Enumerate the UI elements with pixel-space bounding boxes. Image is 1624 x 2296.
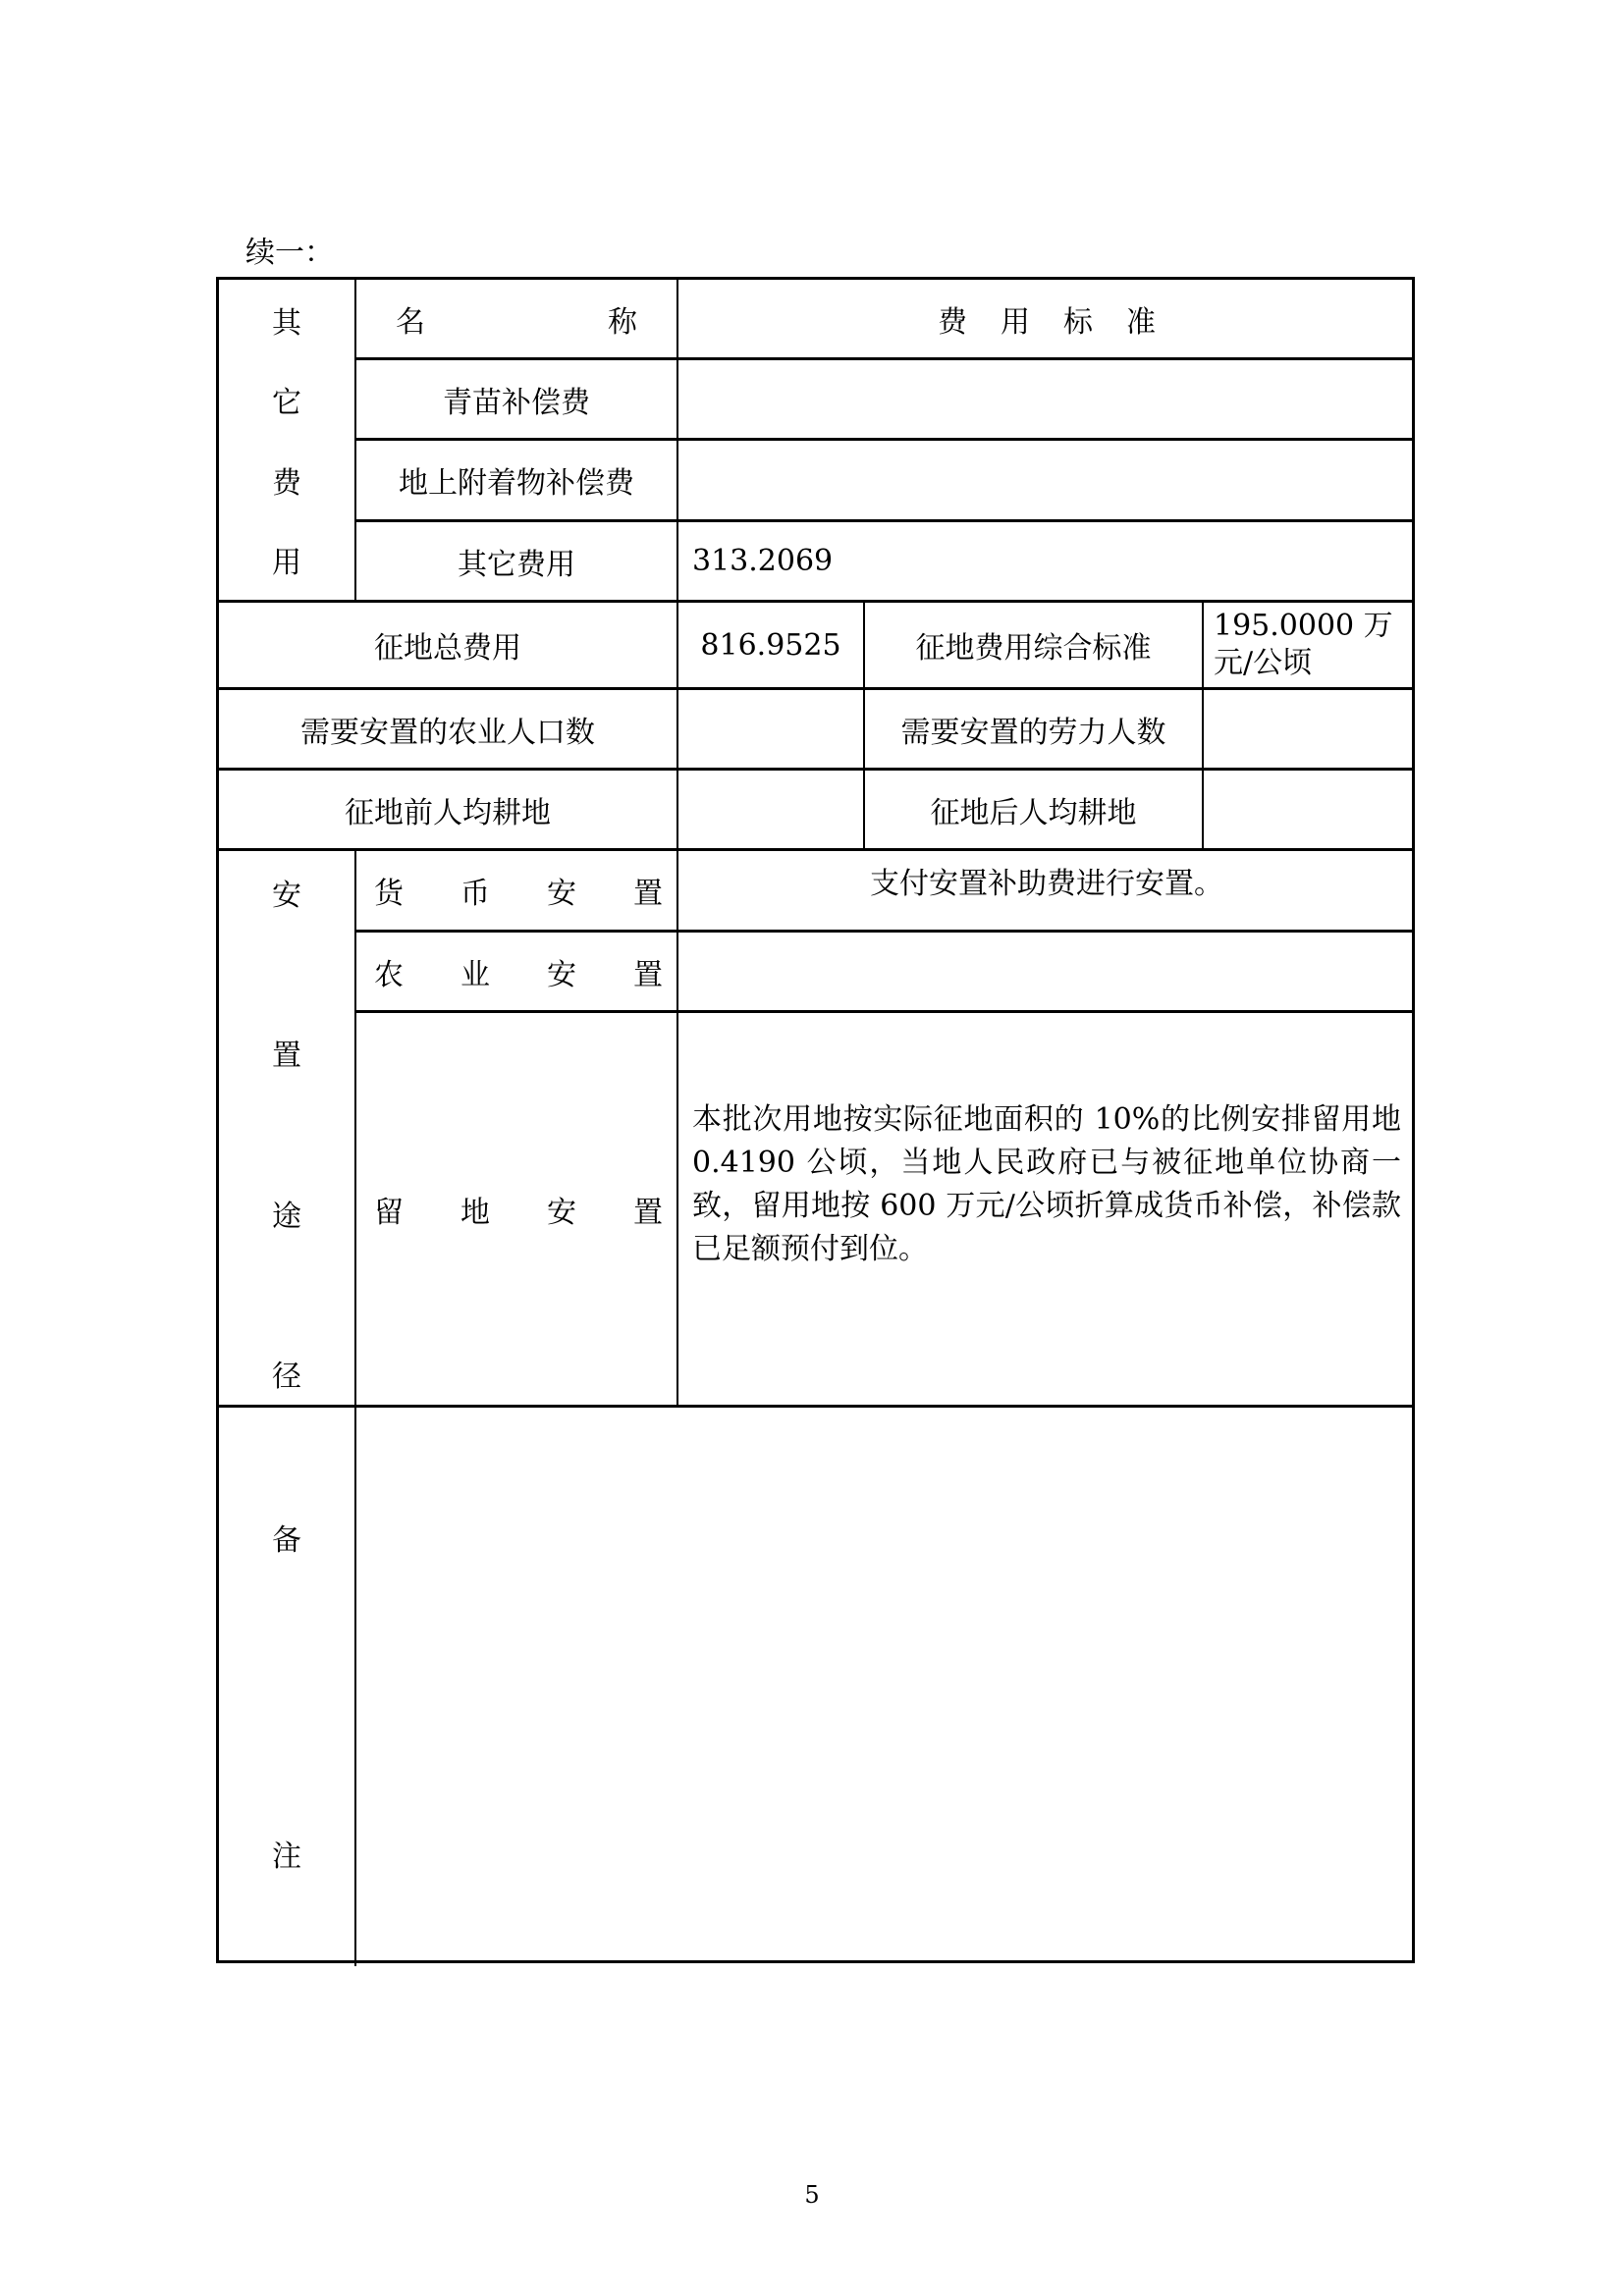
total-cost-value: 816.9525	[700, 627, 841, 663]
land-reservation-value: 本批次用地按实际征地面积的 10%的比例安排留用地 0.4190 公顷，当地人民政府已与被征地单位协商一致，留用地按 600 万元/公顷折算成货币补偿，补偿款已足额预付到位。	[692, 1101, 1401, 1266]
label-char: 安	[547, 957, 576, 992]
group-char: 径	[272, 1359, 301, 1394]
group-char: 它	[272, 386, 301, 421]
monetary-resettlement-label	[356, 851, 677, 930]
header-char: 用	[1001, 304, 1030, 340]
column-header-standard	[678, 280, 1415, 357]
standard-value-line: 195.0000 万	[1214, 609, 1393, 643]
continuation-label: 续一：	[245, 236, 334, 270]
header-char: 标	[1063, 304, 1093, 340]
group-char: 其	[272, 305, 301, 341]
agri-resettlement-label	[356, 933, 677, 1010]
fee-value-attachments	[678, 441, 1415, 519]
standard-value-line: 元/公顷	[1214, 646, 1313, 680]
land-reservation-label	[356, 1013, 677, 1405]
farmland-before-value	[678, 771, 863, 848]
farmland-after-value	[1204, 771, 1415, 848]
label-char: 安	[547, 877, 576, 911]
header-char: 名	[396, 304, 425, 340]
remarks-char: 备	[272, 1523, 301, 1558]
resettlement-group-label	[219, 851, 354, 1405]
header-char: 准	[1126, 304, 1156, 340]
monetary-resettlement-value: 支付安置补助费进行安置。	[870, 867, 1223, 901]
fee-value-other: 313.2069	[692, 544, 834, 578]
group-char: 途	[272, 1199, 301, 1234]
fee-name-other: 其它费用	[458, 547, 575, 582]
group-char: 用	[272, 546, 301, 581]
label-char: 置	[633, 957, 663, 992]
other-fees-group-label	[219, 280, 354, 600]
label-char: 农	[374, 957, 404, 992]
labor-count-value	[1204, 690, 1415, 768]
agri-population-label: 需要安置的农业人口数	[300, 715, 595, 750]
group-char: 费	[272, 465, 301, 501]
column-header-name	[356, 280, 677, 357]
agri-resettlement-value	[678, 933, 1415, 1010]
fee-name-attachments: 地上附着物补偿费	[399, 466, 634, 501]
label-char: 地	[460, 1195, 490, 1230]
fee-value-seedling	[678, 360, 1415, 438]
remarks-label	[219, 1408, 354, 1963]
label-char: 安	[547, 1195, 576, 1230]
remarks-char: 注	[272, 1840, 301, 1874]
header-char: 费	[938, 304, 967, 340]
label-char: 留	[374, 1195, 404, 1230]
label-char: 置	[633, 1195, 663, 1230]
fee-name-seedling: 青苗补偿费	[443, 385, 590, 420]
header-char: 称	[608, 304, 637, 340]
label-char: 币	[460, 877, 490, 911]
cost-standard-label: 征地费用综合标准	[915, 631, 1152, 666]
group-char: 安	[272, 879, 301, 913]
labor-count-label: 需要安置的劳力人数	[900, 715, 1166, 750]
page-number: 5	[804, 2181, 820, 2209]
land-acquisition-table	[216, 277, 1415, 1963]
remarks-value	[356, 1408, 1415, 1963]
total-cost-label: 征地总费用	[374, 631, 521, 666]
farmland-before-label: 征地前人均耕地	[345, 795, 551, 830]
agri-population-value	[678, 690, 863, 768]
cost-standard-value	[1204, 603, 1415, 687]
label-char: 货	[374, 877, 404, 911]
group-char: 置	[272, 1039, 301, 1074]
farmland-after-label: 征地后人均耕地	[930, 795, 1137, 830]
label-char: 业	[460, 957, 490, 992]
label-char: 置	[633, 877, 663, 911]
